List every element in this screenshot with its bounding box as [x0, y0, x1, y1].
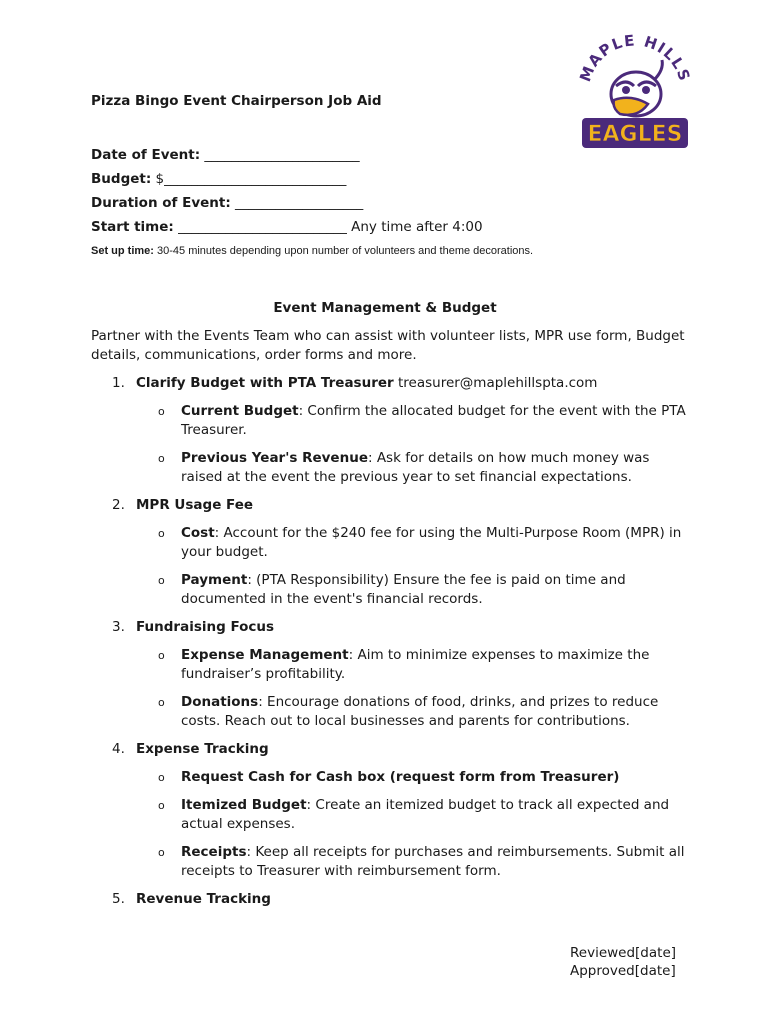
review-approval-block — [570, 944, 676, 980]
sub-list — [136, 402, 691, 487]
field-value: _________________________ Any time after 4:00 — [173, 219, 483, 235]
sub-item-text: : Account for the $240 fee for using the Multi-Purpose Room (MPR) in your budget. — [181, 525, 682, 560]
list-item — [91, 740, 691, 881]
intro-paragraph: Partner with the Events Team who can assist with volunteer lists, MPR use form, Budget details, communications, order forms and more. — [91, 328, 685, 363]
field-value: $___________________________ — [151, 171, 347, 187]
eagle-mascot-icon — [611, 60, 662, 116]
item-number: 1. — [112, 375, 125, 391]
sub-item-text: : Confirm the allocated budget for the event with the PTA Treasurer. — [181, 403, 686, 438]
item-title: Clarify Budget with PTA Treasurer — [136, 375, 394, 391]
item-title: Revenue Tracking — [136, 891, 271, 907]
field-value: _______________________ — [200, 147, 360, 163]
sub-item-label: Current Budget — [181, 403, 299, 419]
setup-time-note — [91, 245, 533, 257]
item-title: MPR Usage Fee — [136, 497, 254, 513]
field-label: Duration of Event: — [91, 195, 231, 211]
field-value: ___________________ — [230, 195, 364, 211]
section-heading: Event Management & Budget — [273, 300, 497, 316]
logo-arc-text: MAPLE HILLS — [576, 31, 694, 85]
setup-label: Set up time: — [91, 245, 154, 257]
bullet-icon: o — [158, 846, 165, 859]
sub-list — [136, 768, 691, 881]
list-item — [91, 496, 691, 609]
sub-list — [136, 646, 691, 731]
treasurer-email: treasurer@maplehillspta.com — [393, 375, 598, 391]
sub-item — [136, 646, 691, 684]
item-number: 2. — [112, 497, 125, 513]
list-item — [91, 890, 691, 909]
list-item — [91, 618, 691, 731]
sub-list — [136, 524, 691, 609]
sub-item-text: : Keep all receipts for purchases and reimbursements. Submit all receipts to Treasurer with reimbursement form. — [181, 844, 685, 879]
sub-item-text: : Ask for details on how much money was raised at the event the previous year to set financial expectations. — [181, 450, 650, 485]
item-title: Fundraising Focus — [136, 619, 275, 635]
approved-date: Approved[date] — [570, 963, 676, 979]
budget-field — [91, 170, 346, 188]
sub-item-label: Cost — [181, 525, 215, 541]
reviewed-date: Reviewed[date] — [570, 945, 677, 961]
sub-item — [136, 796, 691, 834]
sub-item-text: : (PTA Responsibility) Ensure the fee is paid on time and documented in the event's financial records. — [181, 572, 626, 607]
bullet-icon: o — [158, 649, 165, 662]
sub-item — [136, 843, 691, 881]
duration-field — [91, 194, 363, 212]
sub-item-label: Payment — [181, 572, 248, 588]
sub-item — [136, 449, 691, 487]
item-number: 5. — [112, 891, 125, 907]
field-label: Start time: — [91, 219, 174, 235]
sub-item — [136, 768, 691, 787]
sub-item-label: Previous Year's Revenue — [181, 450, 368, 466]
numbered-list — [91, 374, 691, 909]
item-number: 4. — [112, 741, 125, 757]
maple-hills-eagles-logo — [576, 24, 694, 154]
bullet-icon: o — [158, 452, 165, 465]
item-title: Expense Tracking — [136, 741, 269, 757]
bullet-icon: o — [158, 799, 165, 812]
list-item — [91, 374, 691, 487]
sub-item-text: : Encourage donations of food, drinks, and prizes to reduce costs. Reach out to local businesses and parents for contributions. — [181, 694, 659, 729]
sub-item-label: Donations — [181, 694, 259, 710]
bullet-icon: o — [158, 771, 165, 784]
sub-item-text: : Create an itemized budget to track all expected and actual expenses. — [181, 797, 670, 832]
item-number: 3. — [112, 619, 125, 635]
setup-text: 30-45 minutes depending upon number of volunteers and theme decorations. — [153, 245, 534, 257]
sub-item — [136, 402, 691, 440]
document-title: Pizza Bingo Event Chairperson Job Aid — [91, 93, 382, 109]
sub-item-label: Expense Management — [181, 647, 349, 663]
logo-banner-text: EAGLES — [587, 122, 683, 147]
bullet-icon: o — [158, 696, 165, 709]
bullet-icon: o — [158, 527, 165, 540]
sub-item — [136, 571, 691, 609]
bullet-icon: o — [158, 405, 165, 418]
sub-item — [136, 693, 691, 731]
field-label: Date of Event: — [91, 147, 201, 163]
bullet-icon: o — [158, 574, 165, 587]
sub-item-label: Receipts — [181, 844, 247, 860]
start-time-field — [91, 218, 483, 236]
sub-item — [136, 524, 691, 562]
field-label: Budget: — [91, 171, 152, 187]
sub-item-label: Request Cash for Cash box (request form from Treasurer) — [181, 769, 620, 785]
sub-item-label: Itemized Budget — [181, 797, 307, 813]
date-of-event-field — [91, 146, 360, 164]
sub-item-text: : Aim to minimize expenses to maximize the fundraiser’s profitability. — [181, 647, 650, 682]
